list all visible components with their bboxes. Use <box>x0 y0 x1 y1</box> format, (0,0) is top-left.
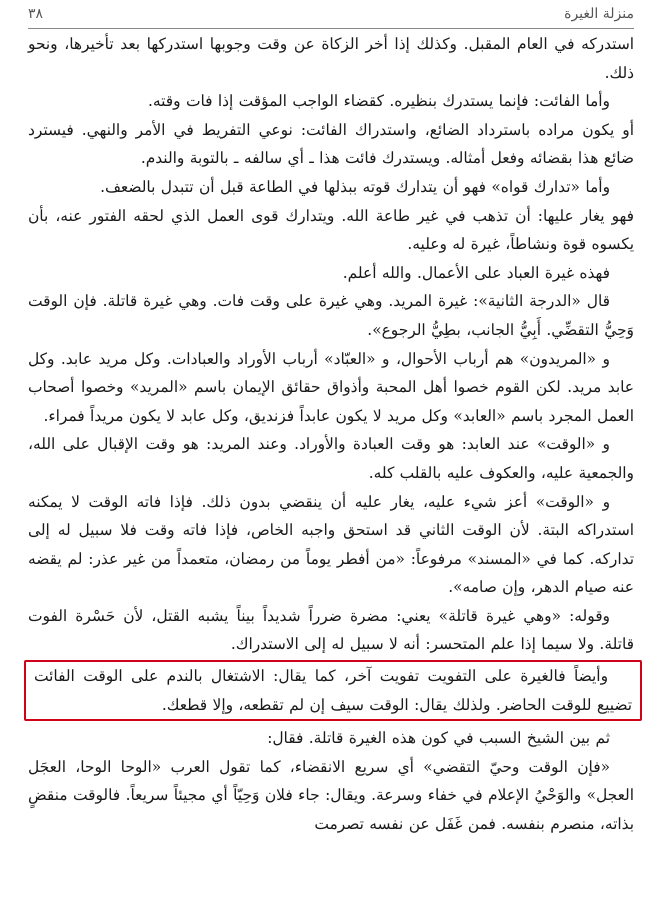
paragraph: و «الوقت» أعز شيء عليه، يغار عليه أن ينقضي بدون ذلك. فإذا فاته الوقت لا يمكنه استدراكه البتة. لأن الوقت الثاني قد استحق واجبه الخاص، فإذا فاته وقت فلا سبيل له إلى تداركه. كما في «المسند» مرفوعاً: «من أفطر يوماً من رمضان، متعمداً من غير عذر: لم يقضه عنه صيام الدهر، وإن صامه». <box>28 492 634 597</box>
page-header <box>28 2 634 26</box>
page-number: ٣٨ <box>28 6 44 22</box>
paragraph: ثم بين الشيخ السبب في كون هذه الغيرة قاتلة. فقال: <box>267 729 610 748</box>
paragraph: و «المريدون» هم أرباب الأحوال، و «العبّاد» أرباب الأوراد والعبادات. وكل مريد عابد. وكل عابد مريد. لكن القوم خصوا أهل المحبة وأذواق حقائق الإيمان باسم «المريد» وخصوا أصحاب العمل المجرد باسم «العابد» وكل مريد لا يكون عابداً فزنديق، وكل عابد لا يكون مريداً فمراء. <box>28 349 634 425</box>
paragraph: قال «الدرجة الثانية»: غيرة المريد. وهي غيرة على وقت فات. وهي غيرة قاتلة. فإن الوقت وَحِيُّ التقضِّي. أَبِيُّ الجانب، بطِيُّ الرجوع». <box>28 292 634 339</box>
paragraph: «فإن الوقت وحيّ التقضي» أي سريع الانقضاء، كما تقول العرب «الوحا الوحا، العجَل العجل» والوَحْيُ الإعلام في خفاء وسرعة. ويقال: جاء فلان وَحِيّاً أي مجيئاً سريعاً. فالوقت منقضٍ بذاته، منصرم بنفسه. فمن غَفَل عن نفسه تصرمت <box>28 757 634 834</box>
running-title: منزلة الغيرة <box>564 6 634 22</box>
paragraph: استدركه في العام المقبل. وكذلك إذا أخر الزكاة عن وقت وجوبها استدركها بعد تأخيرها، ونحو ذلك. <box>28 35 634 82</box>
highlighted-paragraph: وأيضاً فالغيرة على التفويت تفويت آخر، كما يقال: الاشتغال بالندم على الوقت الفائت تضييع للوقت الحاضر. ولذلك يقال: الوقت سيف إن لم تقطعه، وإلا قطعك. <box>24 660 642 721</box>
paragraph: فهذه غيرة العباد على الأعمال. والله أعلم. <box>342 263 610 282</box>
paragraph: وأما الفائت: فإنما يستدرك بنظيره. كقضاء الواجب المؤقت إذا فات وقته. <box>147 92 610 111</box>
header-rule <box>28 28 634 29</box>
paragraph: وقوله: «وهي غيرة قاتلة» يعني: مضرة ضرراً شديداً بيناً يشبه القتل، لأن حَسْرة الفوت قاتلة. ولا سيما إذا علم المتحسر: أنه لا سبيل له إلى الاستدراك. <box>28 606 634 654</box>
paragraph: وأما «تدارك قواه» فهو أن يتدارك قوته ببذلها في الطاعة قبل أن تتبدل بالضعف. <box>100 177 610 196</box>
page-body <box>28 30 634 906</box>
paragraph: أو يكون مراده باسترداد الضائع، واستدراك الفائت: نوعي التفريط في الأمر والنهي. فيسترد ضائع هذا بقضائه وفعل أمثاله. ويستدرك فائت هذا ـ أي سالفه ـ بالتوبة والندم. <box>28 120 634 168</box>
paragraph: و «الوقت» عند العابد: هو وقت العبادة والأوراد. وعند المريد: هو وقت الإقبال على الله، والجمعية عليه، والعكوف عليه بالقلب كله. <box>28 435 634 482</box>
paragraph: فهو يغار عليها: أن تذهب في غير طاعة الله. ويتدارك قوى العمل الذي لحقه الفتور عنه، بأن يكسوه قوة ونشاطاً، غيرة له وعليه. <box>28 206 634 254</box>
